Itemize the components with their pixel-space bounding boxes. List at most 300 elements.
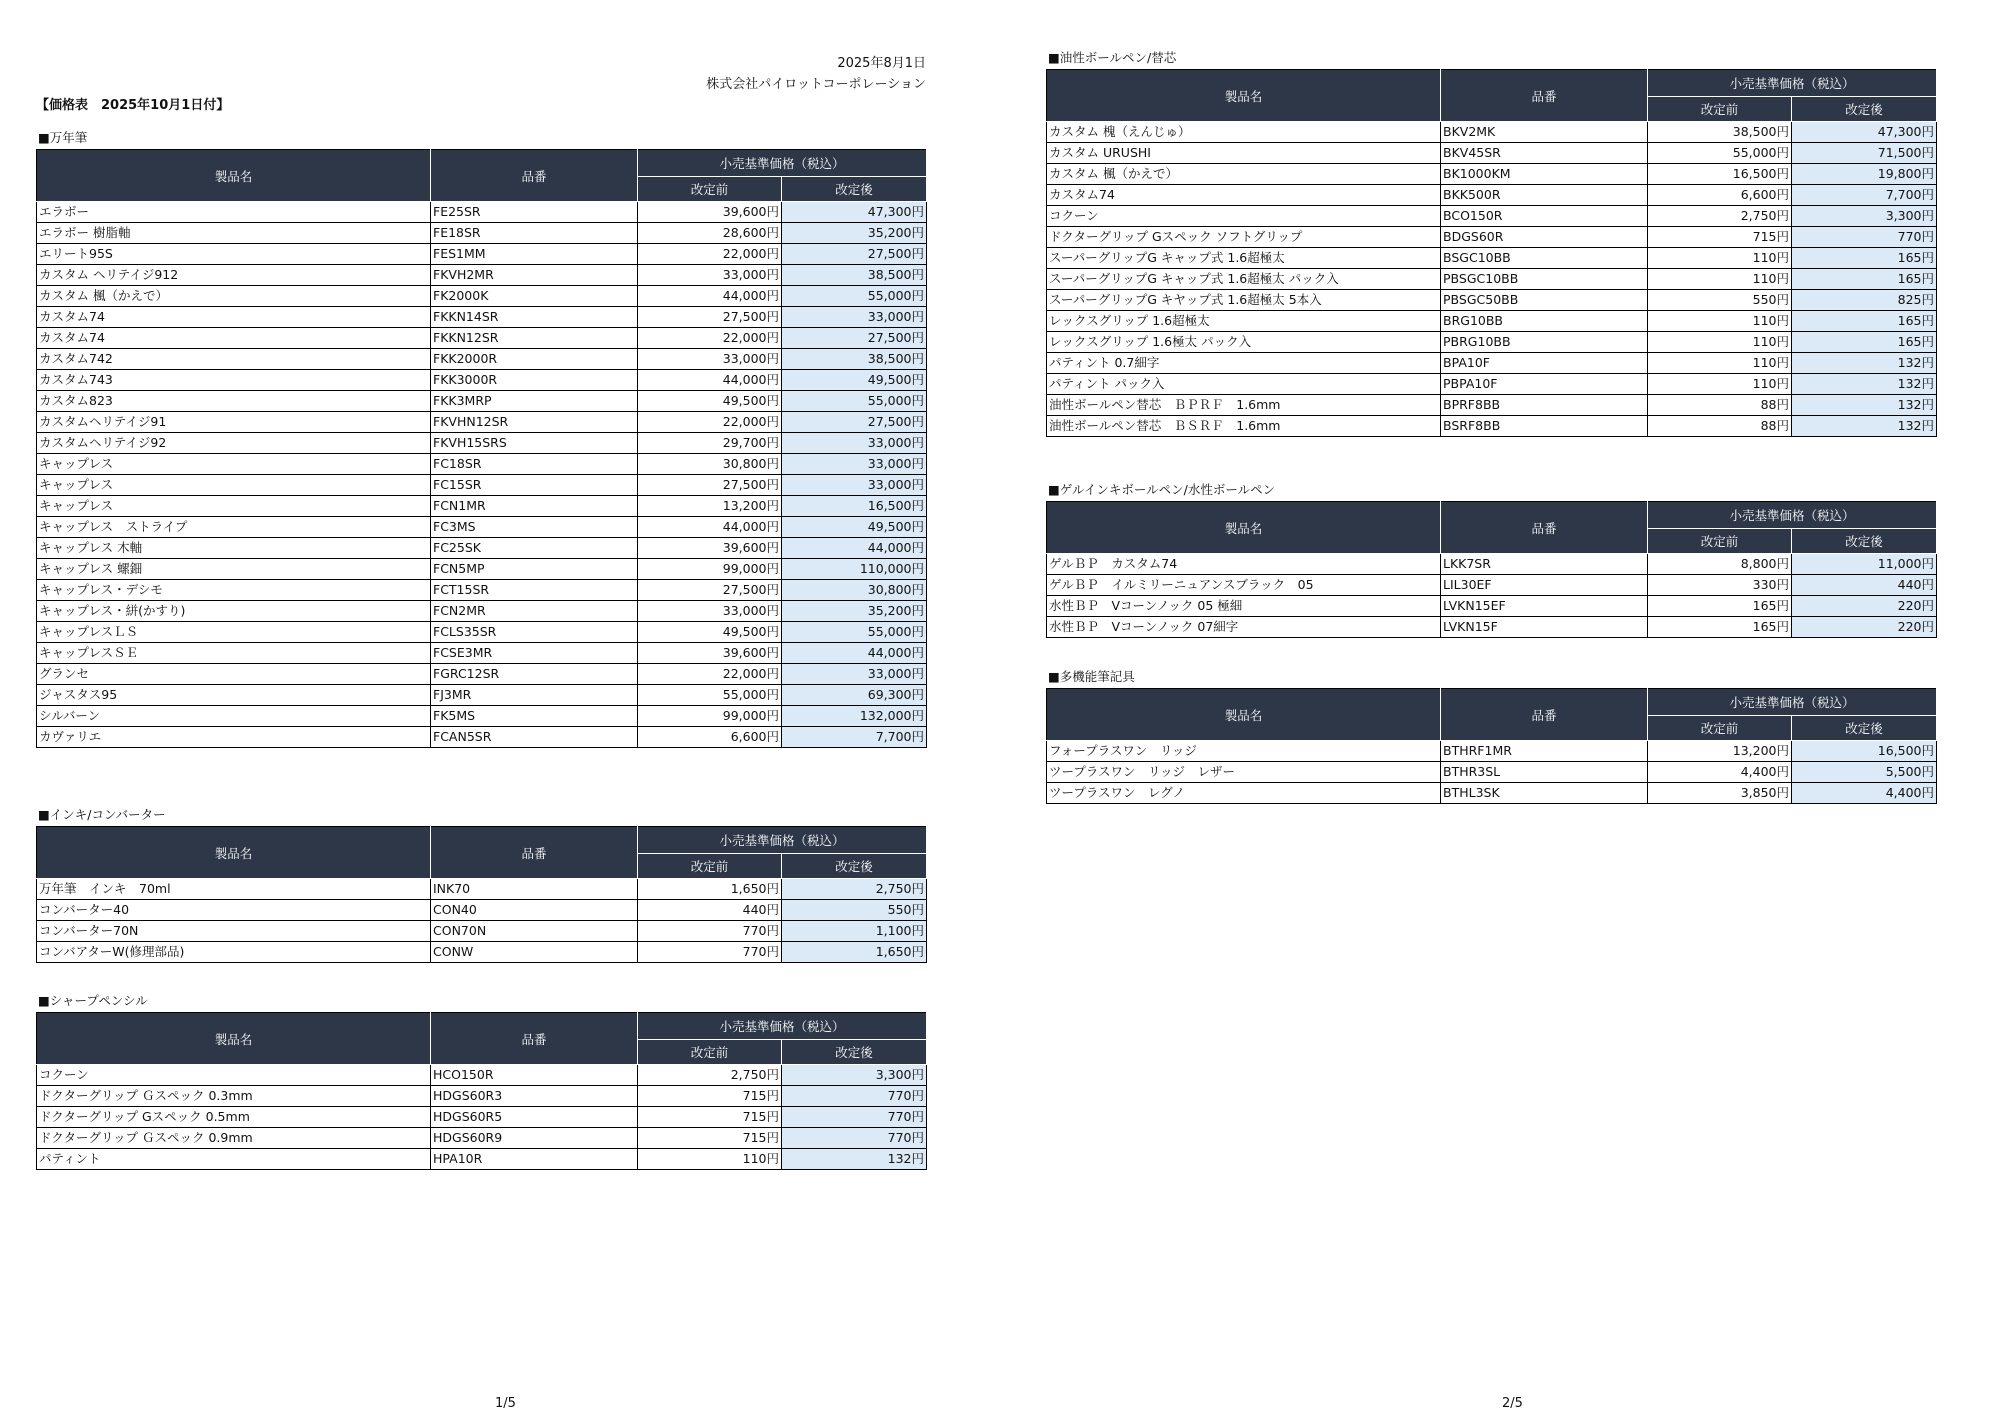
table-row bbox=[1047, 269, 1937, 290]
product-code-cell: FCLS35SR bbox=[431, 622, 638, 643]
price-before-cell: 99,000円 bbox=[638, 559, 782, 580]
company-name: 株式会社パイロットコーポレーション bbox=[706, 77, 926, 92]
price-after-cell: 44,000円 bbox=[782, 643, 927, 664]
price-after-cell: 165円 bbox=[1792, 269, 1937, 290]
product-name-cell: カスタム743 bbox=[37, 370, 431, 391]
price-after-cell: 5,500円 bbox=[1792, 762, 1937, 783]
product-code-cell: LIL30EF bbox=[1441, 575, 1648, 596]
price-after-cell: 770円 bbox=[782, 1128, 927, 1149]
product-name-cell: キャップレス ストライプ bbox=[37, 517, 431, 538]
product-name-cell: キャップレス bbox=[37, 496, 431, 517]
column-header-before: 改定前 bbox=[638, 1040, 782, 1065]
table-row bbox=[37, 349, 927, 370]
product-name-cell: パティント パック入 bbox=[1047, 374, 1441, 395]
product-code-cell: BRG10BB bbox=[1441, 311, 1648, 332]
price-after-cell: 132円 bbox=[1792, 416, 1937, 437]
column-header-code: 品番 bbox=[431, 827, 638, 879]
table-row bbox=[37, 900, 927, 921]
product-name-cell: キャップレス 螺鈿 bbox=[37, 559, 431, 580]
product-name-cell: カスタム74 bbox=[1047, 185, 1441, 206]
section-gel-ballpoint bbox=[1046, 482, 1936, 638]
table-row bbox=[37, 244, 927, 265]
price-table bbox=[1046, 501, 1937, 638]
price-before-cell: 27,500円 bbox=[638, 580, 782, 601]
product-code-cell: BSRF8BB bbox=[1441, 416, 1648, 437]
table-row bbox=[37, 1086, 927, 1107]
table-row bbox=[37, 496, 927, 517]
price-before-cell: 1,650円 bbox=[638, 879, 782, 900]
product-name-cell: ドクターグリップ Ｇスペック 0.3mm bbox=[37, 1086, 431, 1107]
product-code-cell: FKKN12SR bbox=[431, 328, 638, 349]
product-name-cell: キャップレス 木軸 bbox=[37, 538, 431, 559]
product-code-cell: HCO150R bbox=[431, 1065, 638, 1086]
price-before-cell: 2,750円 bbox=[1648, 206, 1792, 227]
price-after-cell: 165円 bbox=[1792, 248, 1937, 269]
product-code-cell: LVKN15F bbox=[1441, 617, 1648, 638]
product-code-cell: HDGS60R9 bbox=[431, 1128, 638, 1149]
price-after-cell: 4,400円 bbox=[1792, 783, 1937, 804]
price-after-cell: 2,750円 bbox=[782, 879, 927, 900]
product-name-cell: キャップレスＳＥ bbox=[37, 643, 431, 664]
product-code-cell: FK2000K bbox=[431, 286, 638, 307]
price-before-cell: 2,750円 bbox=[638, 1065, 782, 1086]
product-code-cell: BTHL3SK bbox=[1441, 783, 1648, 804]
product-code-cell: BPRF8BB bbox=[1441, 395, 1648, 416]
product-name-cell: ゲルＢＰ カスタム74 bbox=[1047, 554, 1441, 575]
product-code-cell: HPA10R bbox=[431, 1149, 638, 1170]
table-row bbox=[37, 664, 927, 685]
section-title: ■万年筆 bbox=[38, 130, 88, 145]
product-code-cell: FCT15SR bbox=[431, 580, 638, 601]
product-code-cell: BKV45SR bbox=[1441, 143, 1648, 164]
product-name-cell: カヴァリエ bbox=[37, 727, 431, 748]
price-after-cell: 7,700円 bbox=[1792, 185, 1937, 206]
price-before-cell: 33,000円 bbox=[638, 601, 782, 622]
product-code-cell: FKVHN12SR bbox=[431, 412, 638, 433]
table-row bbox=[37, 1107, 927, 1128]
price-before-cell: 30,800円 bbox=[638, 454, 782, 475]
price-before-cell: 55,000円 bbox=[638, 685, 782, 706]
product-code-cell: BKV2MK bbox=[1441, 122, 1648, 143]
table-row bbox=[1047, 332, 1937, 353]
price-before-cell: 13,200円 bbox=[638, 496, 782, 517]
price-before-cell: 110円 bbox=[1648, 248, 1792, 269]
price-after-cell: 16,500円 bbox=[782, 496, 927, 517]
table-row bbox=[1047, 143, 1937, 164]
product-code-cell: FKVH15SRS bbox=[431, 433, 638, 454]
price-before-cell: 28,600円 bbox=[638, 223, 782, 244]
price-before-cell: 22,000円 bbox=[638, 412, 782, 433]
table-row bbox=[37, 942, 927, 963]
section-ink-converters bbox=[36, 807, 926, 963]
table-row bbox=[1047, 395, 1937, 416]
product-name-cell: 万年筆 インキ 70ml bbox=[37, 879, 431, 900]
product-code-cell: CON40 bbox=[431, 900, 638, 921]
product-code-cell: LVKN15EF bbox=[1441, 596, 1648, 617]
product-name-cell: ジャスタス95 bbox=[37, 685, 431, 706]
price-after-cell: 3,300円 bbox=[1792, 206, 1937, 227]
table-row bbox=[37, 580, 927, 601]
column-header-before: 改定前 bbox=[638, 177, 782, 202]
table-row bbox=[1047, 164, 1937, 185]
table-row bbox=[37, 517, 927, 538]
price-before-cell: 715円 bbox=[638, 1107, 782, 1128]
product-name-cell: カスタム74 bbox=[37, 307, 431, 328]
price-after-cell: 49,500円 bbox=[782, 517, 927, 538]
column-header-code: 品番 bbox=[1441, 689, 1648, 741]
table-row bbox=[1047, 741, 1937, 762]
price-before-cell: 6,600円 bbox=[638, 727, 782, 748]
product-name-cell: キャップレス bbox=[37, 454, 431, 475]
price-after-cell: 770円 bbox=[782, 1086, 927, 1107]
product-code-cell: BTHR3SL bbox=[1441, 762, 1648, 783]
product-name-cell: 水性ＢＰ Vコーンノック 05 極細 bbox=[1047, 596, 1441, 617]
price-before-cell: 99,000円 bbox=[638, 706, 782, 727]
price-before-cell: 44,000円 bbox=[638, 370, 782, 391]
table-row bbox=[37, 223, 927, 244]
table-row bbox=[37, 622, 927, 643]
price-after-cell: 132円 bbox=[1792, 374, 1937, 395]
product-name-cell: コンバアターW(修理部品) bbox=[37, 942, 431, 963]
price-after-cell: 3,300円 bbox=[782, 1065, 927, 1086]
product-name-cell: ドクターグリップ Gスペック 0.5mm bbox=[37, 1107, 431, 1128]
price-before-cell: 4,400円 bbox=[1648, 762, 1792, 783]
product-name-cell: キャップレス・デシモ bbox=[37, 580, 431, 601]
price-before-cell: 16,500円 bbox=[1648, 164, 1792, 185]
product-name-cell: カスタム 楓（かえで） bbox=[37, 286, 431, 307]
price-before-cell: 550円 bbox=[1648, 290, 1792, 311]
price-after-cell: 770円 bbox=[1792, 227, 1937, 248]
document-title: 【価格表 2025年10月1日付】 bbox=[36, 98, 230, 113]
table-row bbox=[1047, 353, 1937, 374]
price-after-cell: 1,650円 bbox=[782, 942, 927, 963]
price-before-cell: 165円 bbox=[1648, 596, 1792, 617]
price-before-cell: 29,700円 bbox=[638, 433, 782, 454]
price-table bbox=[36, 826, 927, 963]
price-before-cell: 38,500円 bbox=[1648, 122, 1792, 143]
price-after-cell: 132円 bbox=[1792, 353, 1937, 374]
product-code-cell: FKVH2MR bbox=[431, 265, 638, 286]
column-header-name: 製品名 bbox=[1047, 70, 1441, 122]
price-table bbox=[1046, 69, 1937, 437]
price-table bbox=[36, 149, 927, 748]
price-before-cell: 715円 bbox=[1648, 227, 1792, 248]
column-header-name: 製品名 bbox=[1047, 502, 1441, 554]
table-row bbox=[37, 454, 927, 475]
section-oil-ballpoint bbox=[1046, 50, 1936, 437]
product-name-cell: コクーン bbox=[1047, 206, 1441, 227]
column-header-after: 改定後 bbox=[782, 1040, 927, 1065]
product-code-cell: FCN5MP bbox=[431, 559, 638, 580]
product-code-cell: FES1MM bbox=[431, 244, 638, 265]
price-before-cell: 33,000円 bbox=[638, 265, 782, 286]
price-after-cell: 550円 bbox=[782, 900, 927, 921]
column-header-before: 改定前 bbox=[638, 854, 782, 879]
table-row bbox=[1047, 248, 1937, 269]
price-after-cell: 71,500円 bbox=[1792, 143, 1937, 164]
price-before-cell: 110円 bbox=[1648, 332, 1792, 353]
section-title: ■インキ/コンバーター bbox=[38, 807, 166, 822]
product-code-cell: FCAN5SR bbox=[431, 727, 638, 748]
price-before-cell: 110円 bbox=[1648, 353, 1792, 374]
price-after-cell: 33,000円 bbox=[782, 475, 927, 496]
price-after-cell: 33,000円 bbox=[782, 664, 927, 685]
price-after-cell: 35,200円 bbox=[782, 223, 927, 244]
product-name-cell: スーパーグリップG キャップ式 1.6超極太 bbox=[1047, 248, 1441, 269]
product-name-cell: 油性ボールペン替芯 ＢＰＲＦ 1.6mm bbox=[1047, 395, 1441, 416]
table-row bbox=[1047, 762, 1937, 783]
price-before-cell: 13,200円 bbox=[1648, 741, 1792, 762]
product-name-cell: ドクターグリップ Gスペック ソフトグリップ bbox=[1047, 227, 1441, 248]
product-code-cell: FCSE3MR bbox=[431, 643, 638, 664]
price-after-cell: 770円 bbox=[782, 1107, 927, 1128]
table-row bbox=[1047, 290, 1937, 311]
table-row bbox=[37, 265, 927, 286]
table-row bbox=[1047, 122, 1937, 143]
price-after-cell: 165円 bbox=[1792, 311, 1937, 332]
table-row bbox=[37, 1065, 927, 1086]
product-code-cell: BPA10F bbox=[1441, 353, 1648, 374]
product-name-cell: カスタム URUSHI bbox=[1047, 143, 1441, 164]
product-code-cell: FE18SR bbox=[431, 223, 638, 244]
price-before-cell: 770円 bbox=[638, 942, 782, 963]
product-code-cell: PBRG10BB bbox=[1441, 332, 1648, 353]
product-name-cell: カスタム823 bbox=[37, 391, 431, 412]
product-name-cell: レックスグリップ 1.6極太 パック入 bbox=[1047, 332, 1441, 353]
table-row bbox=[37, 559, 927, 580]
price-before-cell: 55,000円 bbox=[1648, 143, 1792, 164]
price-after-cell: 30,800円 bbox=[782, 580, 927, 601]
product-name-cell: フォープラスワン リッジ bbox=[1047, 741, 1441, 762]
table-row bbox=[1047, 206, 1937, 227]
product-code-cell: LKK7SR bbox=[1441, 554, 1648, 575]
section-title: ■ゲルインキボールペン/水性ボールペン bbox=[1048, 482, 1276, 497]
product-name-cell: パティント bbox=[37, 1149, 431, 1170]
table-row bbox=[37, 879, 927, 900]
product-name-cell: レックスグリップ 1.6超極太 bbox=[1047, 311, 1441, 332]
product-name-cell: スーパーグリップG キャップ式 1.6超極太 パック入 bbox=[1047, 269, 1441, 290]
column-header-price-group: 小売基準価格（税込） bbox=[638, 827, 927, 854]
product-code-cell: HDGS60R5 bbox=[431, 1107, 638, 1128]
product-code-cell: FKK3000R bbox=[431, 370, 638, 391]
table-row bbox=[37, 307, 927, 328]
price-before-cell: 110円 bbox=[1648, 374, 1792, 395]
price-after-cell: 35,200円 bbox=[782, 601, 927, 622]
product-code-cell: FKKN14SR bbox=[431, 307, 638, 328]
price-before-cell: 27,500円 bbox=[638, 475, 782, 496]
product-code-cell: INK70 bbox=[431, 879, 638, 900]
price-before-cell: 8,800円 bbox=[1648, 554, 1792, 575]
price-before-cell: 39,600円 bbox=[638, 202, 782, 223]
product-name-cell: パティント 0.7細字 bbox=[1047, 353, 1441, 374]
product-code-cell: FK5MS bbox=[431, 706, 638, 727]
price-after-cell: 47,300円 bbox=[1792, 122, 1937, 143]
section-title: ■シャープペンシル bbox=[38, 993, 148, 1008]
product-name-cell: エラボー bbox=[37, 202, 431, 223]
issue-date: 2025年8月1日 bbox=[837, 56, 926, 71]
price-before-cell: 39,600円 bbox=[638, 643, 782, 664]
table-row bbox=[1047, 596, 1937, 617]
table-row bbox=[37, 475, 927, 496]
price-before-cell: 44,000円 bbox=[638, 517, 782, 538]
product-name-cell: スーパーグリップG キヤップ式 1.6超極太 5本入 bbox=[1047, 290, 1441, 311]
table-row bbox=[37, 328, 927, 349]
price-before-cell: 110円 bbox=[638, 1149, 782, 1170]
column-header-price-group: 小売基準価格（税込） bbox=[1648, 502, 1937, 529]
table-row bbox=[37, 370, 927, 391]
product-code-cell: PBSGC50BB bbox=[1441, 290, 1648, 311]
price-before-cell: 27,500円 bbox=[638, 307, 782, 328]
table-row bbox=[37, 601, 927, 622]
section-title: ■油性ボールペン/替芯 bbox=[1048, 50, 1177, 65]
product-code-cell: PBPA10F bbox=[1441, 374, 1648, 395]
price-after-cell: 38,500円 bbox=[782, 265, 927, 286]
price-after-cell: 38,500円 bbox=[782, 349, 927, 370]
price-after-cell: 55,000円 bbox=[782, 622, 927, 643]
column-header-name: 製品名 bbox=[37, 827, 431, 879]
product-code-cell: FKK3MRP bbox=[431, 391, 638, 412]
table-row bbox=[37, 433, 927, 454]
price-before-cell: 22,000円 bbox=[638, 328, 782, 349]
product-name-cell: ゲルＢＰ イルミリーニュアンスブラック 05 bbox=[1047, 575, 1441, 596]
product-name-cell: カスタム742 bbox=[37, 349, 431, 370]
table-row bbox=[1047, 416, 1937, 437]
table-row bbox=[37, 1128, 927, 1149]
price-before-cell: 22,000円 bbox=[638, 244, 782, 265]
column-header-before: 改定前 bbox=[1648, 97, 1792, 122]
section-fountain-pens bbox=[36, 130, 926, 748]
price-after-cell: 165円 bbox=[1792, 332, 1937, 353]
price-before-cell: 715円 bbox=[638, 1086, 782, 1107]
table-row bbox=[1047, 575, 1937, 596]
table-row bbox=[1047, 185, 1937, 206]
price-before-cell: 6,600円 bbox=[1648, 185, 1792, 206]
table-row bbox=[37, 391, 927, 412]
product-name-cell: コンバーター70N bbox=[37, 921, 431, 942]
table-row bbox=[1047, 374, 1937, 395]
product-code-cell: BK1000KM bbox=[1441, 164, 1648, 185]
product-name-cell: キャップレスＬＳ bbox=[37, 622, 431, 643]
product-name-cell: 水性ＢＰ Vコーンノック 07細字 bbox=[1047, 617, 1441, 638]
price-after-cell: 27,500円 bbox=[782, 244, 927, 265]
product-code-cell: FE25SR bbox=[431, 202, 638, 223]
product-name-cell: ツープラスワン レグノ bbox=[1047, 783, 1441, 804]
price-before-cell: 44,000円 bbox=[638, 286, 782, 307]
section-title: ■多機能筆記具 bbox=[1048, 669, 1135, 684]
column-header-price-group: 小売基準価格（税込） bbox=[1648, 689, 1937, 716]
price-before-cell: 88円 bbox=[1648, 395, 1792, 416]
product-name-cell: カスタムヘリテイジ92 bbox=[37, 433, 431, 454]
product-code-cell: FJ3MR bbox=[431, 685, 638, 706]
table-row bbox=[37, 1149, 927, 1170]
product-name-cell: キャップレス・絣(かすり) bbox=[37, 601, 431, 622]
price-after-cell: 44,000円 bbox=[782, 538, 927, 559]
price-before-cell: 3,850円 bbox=[1648, 783, 1792, 804]
product-code-cell: FCN2MR bbox=[431, 601, 638, 622]
price-before-cell: 440円 bbox=[638, 900, 782, 921]
table-row bbox=[1047, 617, 1937, 638]
product-code-cell: HDGS60R3 bbox=[431, 1086, 638, 1107]
price-before-cell: 88円 bbox=[1648, 416, 1792, 437]
price-after-cell: 19,800円 bbox=[1792, 164, 1937, 185]
price-after-cell: 132円 bbox=[1792, 395, 1937, 416]
column-header-price-group: 小売基準価格（税込） bbox=[1648, 70, 1937, 97]
price-after-cell: 110,000円 bbox=[782, 559, 927, 580]
price-before-cell: 49,500円 bbox=[638, 391, 782, 412]
product-name-cell: ツープラスワン リッジ レザー bbox=[1047, 762, 1441, 783]
product-code-cell: BSGC10BB bbox=[1441, 248, 1648, 269]
product-name-cell: カスタム 楓（かえで） bbox=[1047, 164, 1441, 185]
price-after-cell: 11,000円 bbox=[1792, 554, 1937, 575]
column-header-after: 改定後 bbox=[782, 854, 927, 879]
price-after-cell: 16,500円 bbox=[1792, 741, 1937, 762]
column-header-name: 製品名 bbox=[37, 150, 431, 202]
product-name-cell: エラボー 樹脂軸 bbox=[37, 223, 431, 244]
page-number: 1/5 bbox=[495, 1396, 516, 1411]
product-name-cell: コンバーター40 bbox=[37, 900, 431, 921]
product-code-cell: FKK2000R bbox=[431, 349, 638, 370]
product-name-cell: カスタムヘリテイジ91 bbox=[37, 412, 431, 433]
price-table bbox=[1046, 688, 1937, 804]
table-row bbox=[37, 727, 927, 748]
price-after-cell: 49,500円 bbox=[782, 370, 927, 391]
column-header-code: 品番 bbox=[431, 150, 638, 202]
price-after-cell: 27,500円 bbox=[782, 412, 927, 433]
price-after-cell: 1,100円 bbox=[782, 921, 927, 942]
product-code-cell: FCN1MR bbox=[431, 496, 638, 517]
price-after-cell: 33,000円 bbox=[782, 307, 927, 328]
table-row bbox=[37, 202, 927, 223]
price-after-cell: 55,000円 bbox=[782, 286, 927, 307]
table-row bbox=[37, 921, 927, 942]
product-code-cell: FC3MS bbox=[431, 517, 638, 538]
product-name-cell: エリート95S bbox=[37, 244, 431, 265]
product-name-cell: カスタム ヘリテイジ912 bbox=[37, 265, 431, 286]
price-after-cell: 33,000円 bbox=[782, 454, 927, 475]
product-name-cell: キャップレス bbox=[37, 475, 431, 496]
column-header-code: 品番 bbox=[431, 1013, 638, 1065]
column-header-name: 製品名 bbox=[1047, 689, 1441, 741]
price-before-cell: 33,000円 bbox=[638, 349, 782, 370]
product-code-cell: BCO150R bbox=[1441, 206, 1648, 227]
price-before-cell: 770円 bbox=[638, 921, 782, 942]
price-before-cell: 330円 bbox=[1648, 575, 1792, 596]
price-before-cell: 165円 bbox=[1648, 617, 1792, 638]
product-name-cell: コクーン bbox=[37, 1065, 431, 1086]
column-header-before: 改定前 bbox=[1648, 529, 1792, 554]
price-table bbox=[36, 1012, 927, 1170]
table-row bbox=[37, 286, 927, 307]
product-name-cell: グランセ bbox=[37, 664, 431, 685]
page-number: 2/5 bbox=[1502, 1396, 1523, 1411]
price-before-cell: 110円 bbox=[1648, 269, 1792, 290]
product-code-cell: FGRC12SR bbox=[431, 664, 638, 685]
price-after-cell: 47,300円 bbox=[782, 202, 927, 223]
column-header-before: 改定前 bbox=[1648, 716, 1792, 741]
column-header-code: 品番 bbox=[1441, 70, 1648, 122]
price-before-cell: 110円 bbox=[1648, 311, 1792, 332]
product-name-cell: 油性ボールペン替芯 ＢＳＲＦ 1.6mm bbox=[1047, 416, 1441, 437]
product-name-cell: カスタム 槐（えんじゅ） bbox=[1047, 122, 1441, 143]
price-after-cell: 440円 bbox=[1792, 575, 1937, 596]
table-row bbox=[1047, 311, 1937, 332]
column-header-code: 品番 bbox=[1441, 502, 1648, 554]
price-after-cell: 220円 bbox=[1792, 617, 1937, 638]
table-row bbox=[37, 412, 927, 433]
product-code-cell: CONW bbox=[431, 942, 638, 963]
column-header-name: 製品名 bbox=[37, 1013, 431, 1065]
section-multi-function bbox=[1046, 669, 1936, 804]
